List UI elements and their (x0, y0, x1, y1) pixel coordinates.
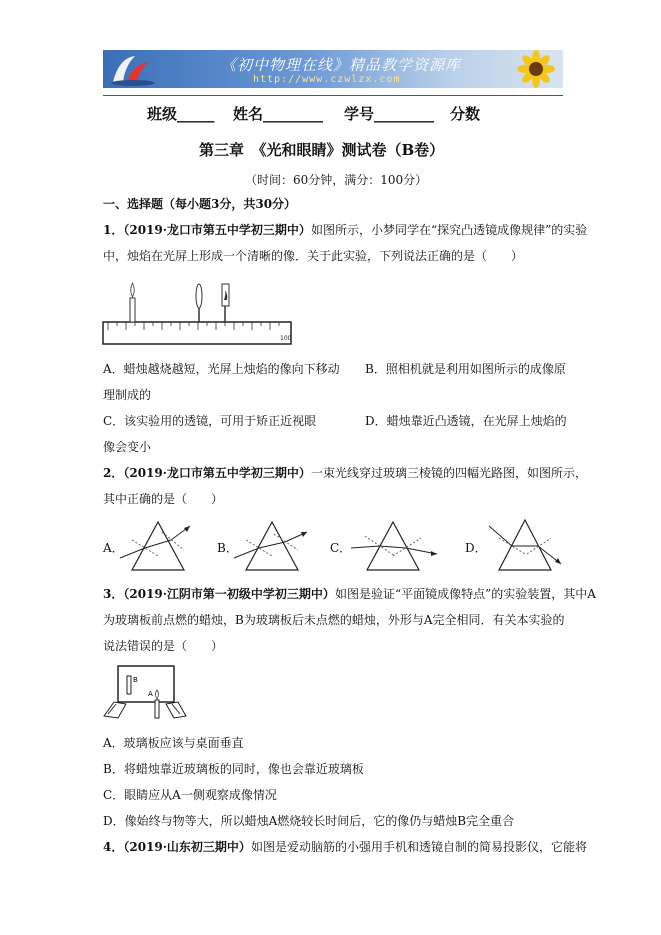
q2-option-a-label[interactable]: A． (103, 541, 124, 555)
q3-option-d[interactable]: D．像始终与物等大，所以蜡烛A燃烧较长时间后，它的像仍与蜡烛B完全重合 (103, 814, 515, 828)
q3-option-c[interactable]: C．眼睛应从A一侧观察成像情况 (103, 788, 277, 802)
q1-option-b-cont: 理制成的 (103, 388, 152, 402)
q1-option-c[interactable]: C．该实验用的透镜，可用于矫正近视眼 (103, 414, 317, 428)
question-3-line-1: 3．（2019·江阴市第一初级中学初三期中）如图是验证“平面镜成像特点”的实验装置，其中A (103, 587, 596, 601)
header-rule (103, 95, 563, 96)
q1-option-d[interactable]: D．蜡烛靠近凸透镜，在光屏上烛焰的 (365, 414, 567, 428)
score-field[interactable]: 分数 (450, 105, 481, 123)
q2-option-c-label[interactable]: C． (330, 541, 352, 555)
q3-option-b[interactable]: B．将蜡烛靠近玻璃板的同时，像也会靠近玻璃板 (103, 762, 364, 776)
q2-option-b-label[interactable]: B． (217, 541, 238, 555)
question-4-line-1: 4．（2019·山东初三期中）如图是爱动脑筋的小强用手机和透镜自制的简易投影仪，它能将 (103, 840, 587, 854)
class-field[interactable]: 班级_____ (147, 105, 215, 123)
prism-diagram-c (349, 518, 439, 574)
svg-text:A: A (148, 690, 153, 698)
banner-title: 《初中物理在线》精品教学资源库 (221, 56, 462, 74)
prism-diagram-b (232, 518, 312, 574)
q1-option-d-cont: 像会变小 (103, 440, 152, 454)
question-1-line-2: 中，烛焰在光屏上形成一个清晰的像．关于此实验，下列说法正确的是（ ） (103, 249, 524, 263)
question-2-line-1: 2．（2019·龙口市第五中学初三期中）一束光线穿过玻璃三棱镜的四幅光路图，如图所示， (103, 466, 587, 480)
site-logo-icon (107, 52, 157, 86)
name-field[interactable]: 姓名________ (233, 105, 324, 123)
chapter-title: 第三章 《光和眼睛》测试卷（B卷） (199, 141, 445, 159)
question-3-line-3: 说法错误的是（ ） (103, 639, 224, 653)
svg-text:B: B (133, 676, 138, 684)
exam-info: （时间：60分钟，满分：100分） (245, 173, 428, 187)
question-2-line-2: 其中正确的是（ ） (103, 492, 224, 506)
question-3-line-2: 为玻璃板前点燃的蜡烛，B为玻璃板后未点燃的蜡烛，外形与A完全相同．有关本实验的 (103, 613, 565, 627)
sunflower-icon (508, 50, 563, 88)
header-banner (103, 50, 563, 88)
q3-option-a[interactable]: A．玻璃板应该与桌面垂直 (103, 736, 244, 750)
question-1-line-1: 1．（2019·龙口市第五中学初三期中）如图所示，小梦同学在“探究凸透镜成像规律”的实验 (103, 223, 588, 237)
section-heading: 一、选择题（每小题3分，共30分） (103, 197, 297, 211)
banner-url: http://www.czwlzx.com (253, 74, 401, 85)
q2-option-d-label[interactable]: D． (465, 541, 487, 555)
convex-lens-bench-figure (102, 280, 292, 346)
prism-diagram-a (118, 518, 198, 574)
q1-option-b[interactable]: B．照相机就是利用如图所示的成像原 (365, 362, 566, 376)
svg-text:100: 100 (280, 335, 292, 342)
q1-option-a[interactable]: A．蜡烛越烧越短，光屏上烛焰的像向下移动 (103, 362, 340, 376)
student-id-field[interactable]: 学号________ (344, 105, 435, 123)
plane-mirror-figure (100, 662, 188, 722)
prism-diagram-d (485, 516, 565, 574)
